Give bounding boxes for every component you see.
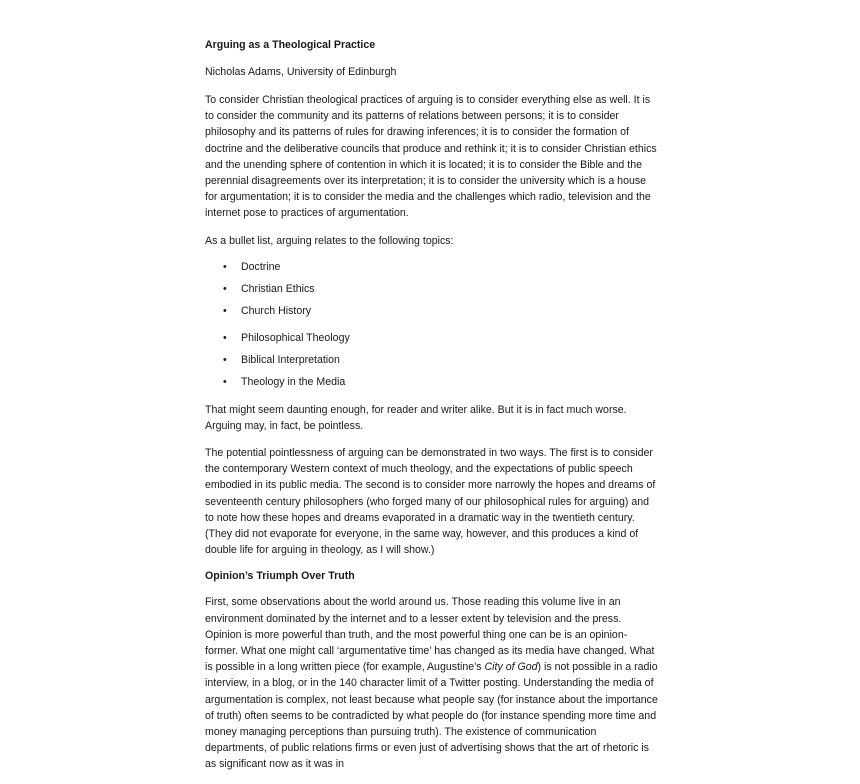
- list-item-label: Biblical Interpretation: [241, 354, 340, 367]
- daunting-paragraph: That might seem daunting enough, for reader and writer alike. But it is in fact much worse. Arguing may, in fact, be pointless.: [205, 403, 627, 432]
- topic-list: [205, 260, 660, 398]
- intro-paragraph: To consider Christian theological practices of arguing is to consider everything else as well. It is to consider the community and its patterns of relations between persons; it is to consider philosophy and its patterns of rules for drawing inferences; it is to consider the formation of doctrine and the deliberative councils that produce and rethink it; it is to consider Christian ethics and the unending sphere of contention in which it is located; it is to consider the Bible and the perennial disagreements over its interpretation; it is to consider the university which is a house for argumentation; it is to consider the media and the challenges which radio, television and the internet pose to practices of argumentation.: [205, 94, 657, 220]
- document-body: [205, 38, 660, 784]
- document-author: Nicholas Adams, University of Edinburgh: [205, 66, 397, 78]
- section-paragraph-part2: ) is not possible in a radio interview, in a blog, or in the 140 character limit of a Twitter posting. Understanding the media of argumentation is complex, not least because what people say (for instance about the importance of truth) often seems to be contradicted by what people do (for instance spending more time and money managing perceptions than pursuing truth). The existence of communication departments, of public relations firms or even just of advertising shows that the art of rhetoric is as significant now as it was in: [205, 661, 658, 771]
- bullet-icon: •: [223, 331, 227, 344]
- document-title: Arguing as a Theological Practice: [205, 39, 376, 51]
- section-paragraph: [205, 594, 660, 772]
- list-item-label: Theology in the Media: [241, 376, 346, 389]
- list-item: [205, 282, 660, 304]
- list-item: [205, 375, 660, 397]
- bullet-icon: •: [223, 305, 227, 318]
- list-item-label: Christian Ethics: [241, 283, 315, 296]
- bullet-icon: •: [223, 354, 227, 367]
- bullet-icon: •: [223, 260, 227, 273]
- section-heading: Opinion’s Triumph Over Truth: [205, 570, 355, 583]
- book-citation: City of God: [484, 661, 538, 674]
- list-item: [205, 260, 660, 282]
- bullet-intro-paragraph: As a bullet list, arguing relates to the following topics:: [205, 234, 454, 247]
- list-item: [205, 331, 660, 353]
- list-item-label: Church History: [241, 305, 312, 318]
- list-item: [205, 304, 660, 326]
- list-item-label: Doctrine: [241, 260, 281, 273]
- section-paragraph-part1: First, some observations about the world around us. Those reading this volume live in an environment dominated by the internet and to a lesser extent by television and the press. Opinion is more powerful than truth, and the most powerful thing one can be is an opinion-former. What one might call ‘argumentative time’ has changed as its media have changed. What is possible in a long written piece (for example, Augustine’s: [205, 596, 655, 674]
- pointlessness-paragraph: The potential pointlessness of arguing can be demonstrated in two ways. The first is to consider the contemporary Western context of much theology, and the expectations of public speech embodied in its public media. The second is to consider more narrowly the hopes and dreams of seventeenth century philosophers (who forged many of our philosophical rules for arguing) and to note how these hopes and dreams evaporated in a dramatic way in the twentieth century. (They did not evaporate for everyone, in the same way, however, and this produces a kind of double life for arguing in theology, as I will show.): [205, 447, 656, 557]
- bullet-icon: •: [223, 283, 227, 296]
- list-item-label: Philosophical Theology: [241, 331, 350, 344]
- list-item: [205, 353, 660, 375]
- bullet-icon: •: [223, 376, 227, 389]
